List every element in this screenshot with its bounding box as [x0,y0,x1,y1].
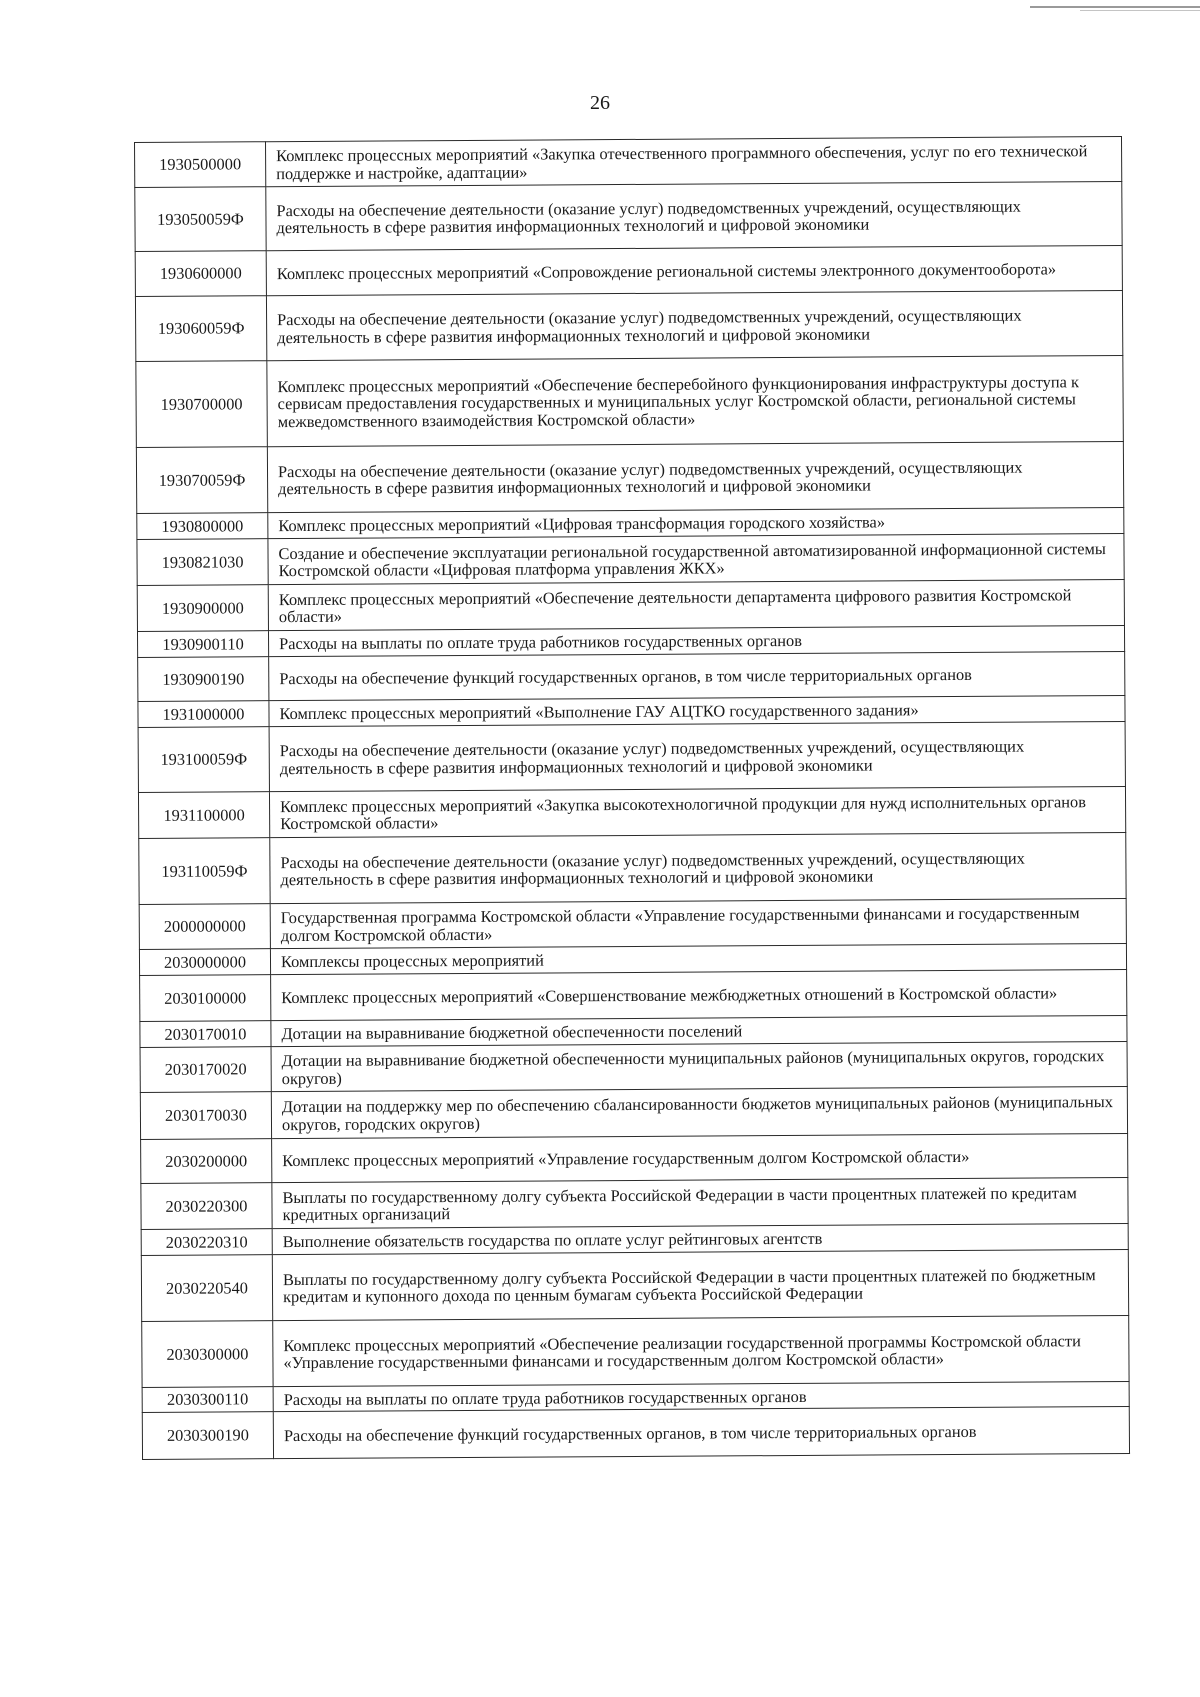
expense-description: Расходы на обеспечение деятельности (оказание услуг) подведомственных учреждений, осуществляющих деятельность в сфере развития информационных технологий и цифровой экономики [266,181,1122,250]
expense-description: Комплекс процессных мероприятий «Управление государственным долгом Костромской области» [272,1133,1128,1182]
table-row [137,533,1124,585]
expense-description: Создание и обеспечение эксплуатации региональной государственной автоматизированной информационной системы Костромской области «Цифровая платформа управления ЖКХ» [268,533,1124,584]
budget-codes-table-container [134,136,1130,1460]
classification-code: 1930900000 [137,585,268,632]
expense-description: Дотации на поддержку мер по обеспечению сбалансированности бюджетов муниципальных районов (муниципальных округов, городских округов) [271,1086,1127,1138]
classification-code: 2030300110 [142,1387,273,1413]
expense-description: Комплекс процессных мероприятий «Выполнение ГАУ АЦТКО государственного задания» [269,695,1125,726]
classification-code: 2030170020 [140,1047,271,1093]
classification-code: 1930821030 [137,539,268,586]
classification-code: 2030200000 [141,1139,272,1184]
classification-code: 1930900110 [137,631,268,658]
classification-code: 2030300000 [142,1321,273,1388]
expense-description: Государственная программа Костромской области «Управление государственными финансами и государственным долгом Костромской области» [270,898,1126,948]
expense-description: Расходы на обеспечение функций государственных органов, в том числе территориальных органов [269,651,1125,700]
expense-description: Расходы на выплаты по оплате труда работников государственных органов [268,625,1124,656]
classification-code: 2030220540 [141,1255,272,1322]
table-row [135,290,1122,361]
classification-code: 193060059Ф [135,296,266,362]
classification-code: 2030220310 [141,1229,272,1256]
table-row [139,832,1126,904]
table-row [139,898,1126,949]
classification-code: 2030170030 [140,1092,271,1140]
table-row [142,1315,1129,1387]
expense-description: Комплекс процессных мероприятий «Сопровождение региональной системы электронного документооборота» [266,245,1122,295]
table-row [135,136,1122,187]
table-row [135,245,1122,296]
classification-code: 2030300190 [142,1412,273,1460]
classification-code: 2000000000 [139,904,270,950]
budget-codes-table-body [135,136,1130,1459]
table-row [140,969,1127,1021]
expense-description: Дотации на выравнивание бюджетной обеспеченности муниципальных районов (муниципальных округов, городских округов) [271,1041,1127,1091]
table-row [141,1177,1128,1229]
expense-description: Комплекс процессных мероприятий «Обеспечение деятельности департамента цифрового развития Костромской области» [268,579,1124,630]
table-row [140,1041,1127,1092]
table-row [136,441,1123,513]
table-row [141,1133,1128,1183]
classification-code: 1930900190 [138,657,269,702]
expense-description: Выплаты по государственному долгу субъекта Российской Федерации в части процентных платежей по бюджетным кредитам и купонного дохода по ценным бумагам субъекта Российской Федерации [272,1249,1128,1320]
table-row [138,786,1125,838]
page-number: 26 [590,92,610,114]
expense-description: Расходы на выплаты по оплате труда работников государственных органов [273,1381,1129,1411]
classification-code: 1930800000 [137,513,268,540]
classification-code: 1931000000 [138,701,269,728]
table-row [138,721,1125,792]
classification-code: 193100059Ф [138,727,269,793]
classification-code: 193110059Ф [139,838,270,905]
classification-code: 1930700000 [136,361,268,448]
expense-description: Расходы на обеспечение деятельности (оказание услуг) подведомственных учреждений, осуществляющих деятельность в сфере развития информационных технологий и цифровой экономики [270,832,1126,903]
expense-description: Расходы на обеспечение деятельности (оказание услуг) подведомственных учреждений, осуществляющих деятельность в сфере развития информационных технологий и цифровой экономики [266,290,1122,360]
classification-code: 2030170010 [140,1021,271,1048]
expense-description: Комплекс процессных мероприятий «Цифровая трансформация городского хозяйства» [268,507,1124,538]
table-row [137,579,1124,631]
expense-description: Комплекс процессных мероприятий «Совершенствование межбюджетных отношений в Костромской области» [271,969,1127,1020]
classification-code: 193070059Ф [136,447,267,514]
classification-code: 1930500000 [135,142,266,188]
classification-code: 2030220300 [141,1183,272,1230]
classification-code: 1931100000 [138,792,269,839]
classification-code: 2030000000 [139,949,270,976]
classification-code: 193050059Ф [135,187,266,252]
table-row [135,181,1122,251]
scan-edge-mark-secondary [1080,10,1200,11]
classification-code: 1930600000 [135,251,266,297]
scan-edge-mark [1030,6,1200,8]
expense-description: Комплексы процессных мероприятий [270,943,1126,974]
expense-description: Выполнение обязательств государства по оплате услуг рейтинговых агентств [272,1223,1128,1254]
expense-description: Расходы на обеспечение деятельности (оказание услуг) подведомственных учреждений, осуществляющих деятельность в сфере развития информационных технологий и цифровой экономики [269,721,1125,791]
expense-description: Расходы на обеспечение функций государственных органов, в том числе территориальных органов [273,1406,1129,1458]
expense-description: Расходы на обеспечение деятельности (оказание услуг) подведомственных учреждений, осуществляющих деятельность в сфере развития информационных технологий и цифровой экономики [267,441,1123,512]
expense-description: Комплекс процессных мероприятий «Обеспечение бесперебойного функционирования инфраструктуры доступа к сервисам предоставления государственных и муниципальных услуг Костромской области, региональной системы межведомственного взаимодействия Костромской области» [267,355,1124,446]
table-row [142,1406,1129,1459]
classification-code: 2030100000 [140,975,271,1022]
expense-description: Комплекс процессных мероприятий «Обеспечение реализации государственной программы Костромской области «Управление государственными финансами и государственным долгом Костромской области» [273,1315,1129,1386]
budget-codes-table [134,136,1130,1460]
expense-description: Дотации на выравнивание бюджетной обеспеченности поселений [271,1015,1127,1046]
expense-description: Комплекс процессных мероприятий «Закупка высокотехнологичной продукции для нужд исполнительных органов Костромской области» [269,786,1125,837]
table-row [140,1086,1127,1139]
expense-description: Комплекс процессных мероприятий «Закупка отечественного программного обеспечения, услуг по его технической поддержке и настройке, адаптации» [266,136,1122,186]
expense-description: Выплаты по государственному долгу субъекта Российской Федерации в части процентных платежей по кредитам кредитных организаций [272,1177,1128,1228]
table-row [141,1249,1128,1321]
table-row [136,355,1124,447]
table-row [138,651,1125,701]
